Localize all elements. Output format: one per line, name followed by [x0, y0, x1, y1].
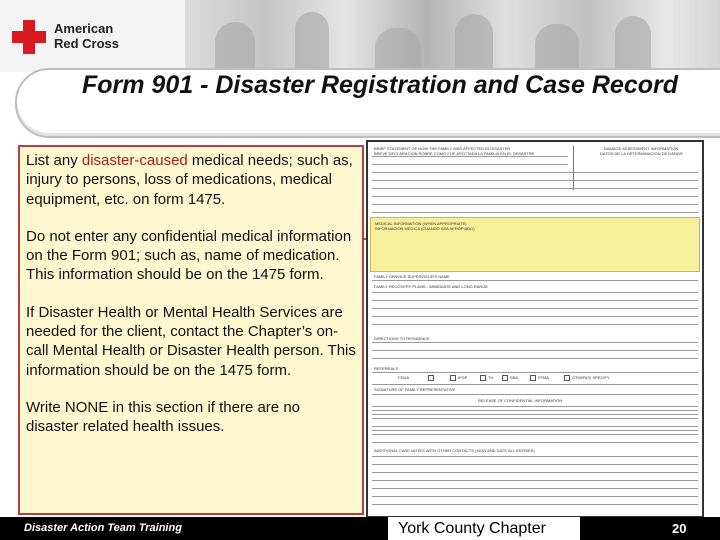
form-section-statement-es: BREVE DECLARACION SOBRE COMO FUE AFECTADA LA FAMILIA EN EL DESASTRE	[374, 151, 535, 156]
form-additional-notes: ADDITIONAL CASE NOTES WITH OTHER CONTACTS (SIGN AND DATE ALL ENTRIES)	[374, 448, 535, 453]
form-referral-sba: SBA	[510, 375, 519, 380]
footer-chapter: York County Chapter	[398, 520, 546, 537]
instruction-paragraph-3: If Disaster Health or Mental Health Services are needed for the client, contact the Chapter’s on-call Mental Health or Disaster Health person. This information should be on the 1475 form.	[26, 303, 356, 379]
page-number: 20	[672, 521, 687, 536]
form-recovery-plans: FAMILY RECOVERY PLANS - IMMEDIATE AND LONG RANGE	[374, 284, 489, 289]
form-901-image	[366, 140, 704, 518]
form-damage-title: DAMAGE ASSESSMENT INFORMATION	[604, 146, 679, 151]
footer-training-title: Disaster Action Team Training	[24, 522, 182, 534]
form-referral-other: OTHER(S) SPECIFY	[572, 375, 610, 380]
form-referral-ffma: FFMA	[538, 375, 549, 380]
red-cross-logo	[10, 18, 190, 58]
form-directions: DIRECTIONS TO RESIDENCE	[374, 336, 430, 341]
highlight-disaster-caused: disaster-caused	[81, 152, 188, 169]
instruction-panel	[18, 145, 364, 515]
form-family-service: FAMILY SERVICE SUPERVISOR'S NAME	[374, 274, 450, 279]
red-cross-icon	[12, 20, 46, 54]
form-damage-title-es: DATOS DE LA DETERMINACION DE DANOS	[600, 151, 683, 156]
form-medical-label-es: INFORMACION MEDICA (CUANDO SEA APROPIADO)	[375, 226, 475, 231]
slide-title: Form 901 - Disaster Registration and Case Record	[81, 71, 679, 99]
form-release: RELEASE OF CONFIDENTIAL INFORMATION	[478, 398, 563, 403]
instruction-paragraph-1: List any disaster-caused medical needs; such as, injury to persons, loss of medications, medical equipment, etc. on form 1475.	[26, 152, 353, 208]
form-referral-ifgp: IFGP	[458, 375, 468, 380]
form-referral-fema: FEMA	[398, 375, 410, 380]
form-medical-label: MEDICAL INFORMATION (WHEN APPROPRIATE)	[375, 221, 467, 226]
instruction-paragraph-2: Do not enter any confidential medical information on the Form 901; such as, name of medication. This information should be on the 1475 form.	[26, 227, 352, 284]
instruction-paragraph-4: Write NONE in this section if there are no disaster related health issues.	[26, 398, 300, 436]
header-banner	[0, 0, 720, 72]
form-section-statement: BRIEF STATEMENT OF HOW THE FAMILY WAS AFFECTED IN DISASTER	[374, 146, 511, 151]
header-photo-strip	[185, 0, 720, 72]
form-signature: SIGNATURE OF FAMILY REPRESENTATIVE	[374, 387, 456, 392]
form-damage-box	[573, 146, 696, 190]
form-referrals: REFERRALS	[374, 366, 399, 371]
form-referral-th: TH	[488, 375, 494, 380]
logo-line-2: Red Cross	[54, 36, 120, 51]
logo-line-1: American	[54, 21, 114, 36]
form-medical-section-highlight	[370, 217, 700, 272]
